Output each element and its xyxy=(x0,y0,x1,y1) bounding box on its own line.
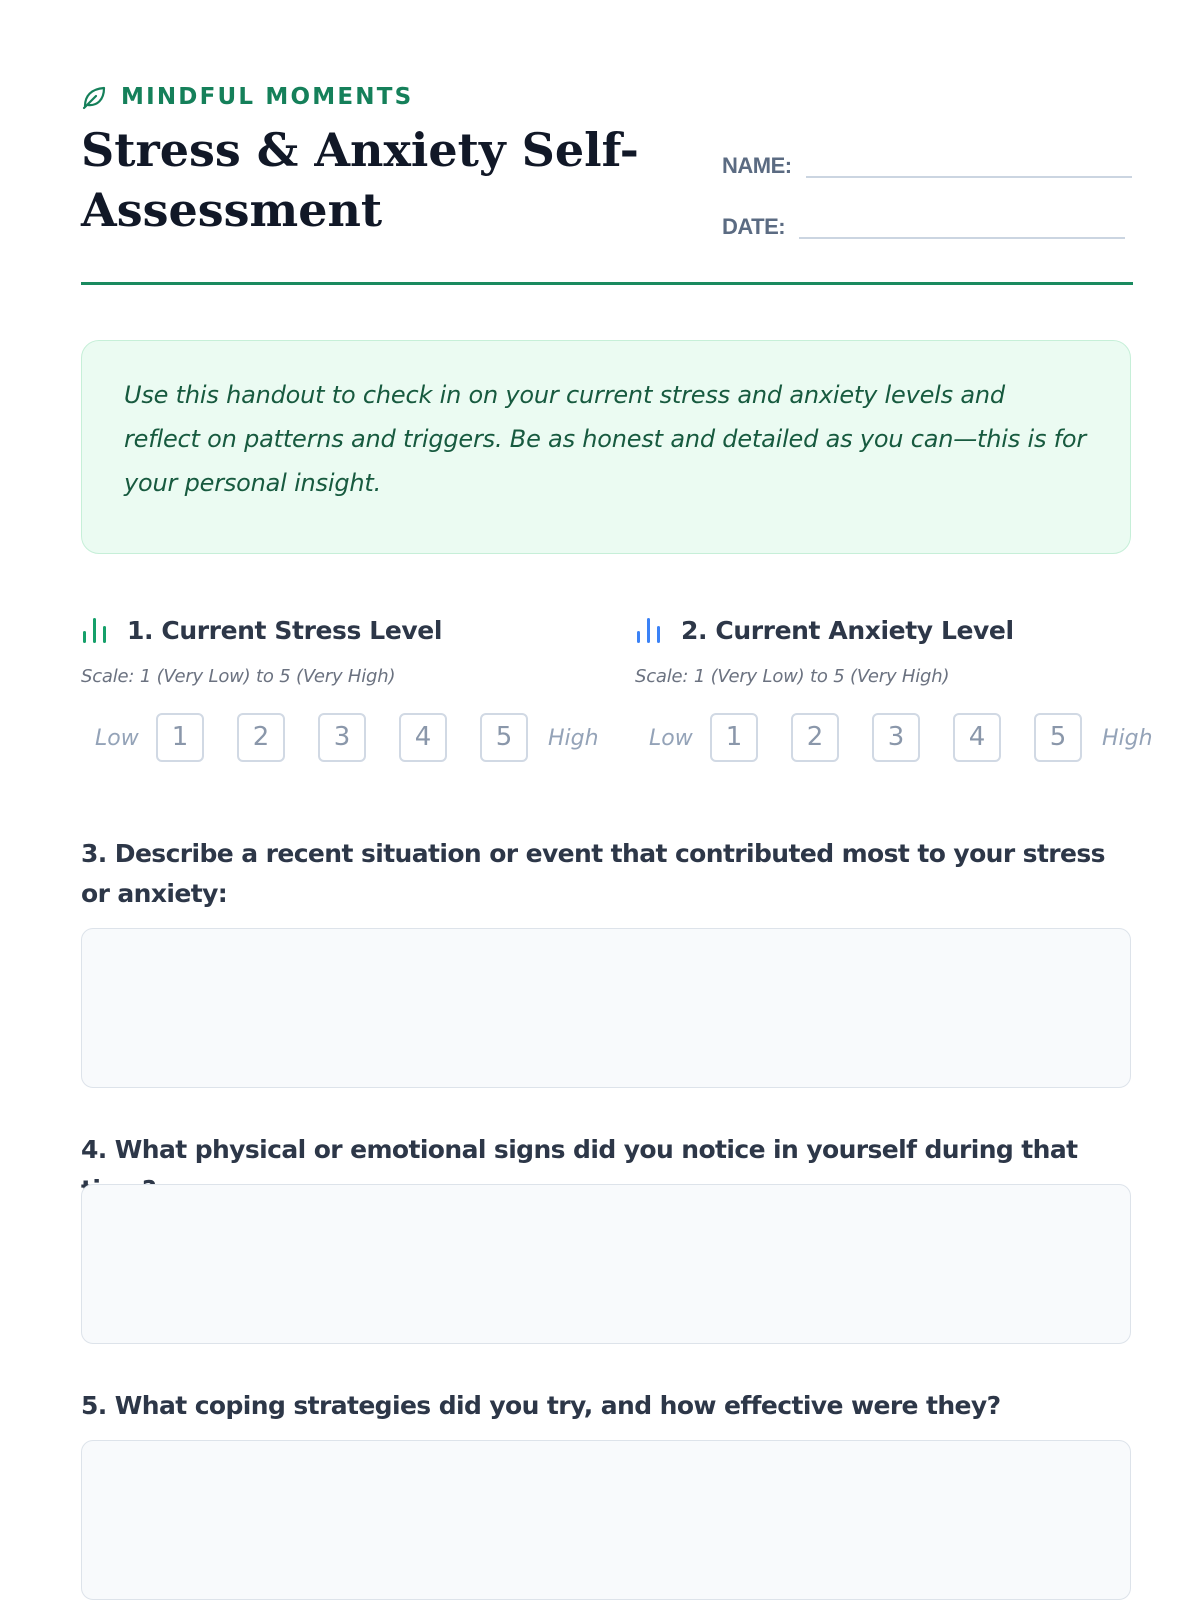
date-input-line[interactable] xyxy=(799,236,1125,239)
date-label: DATE: xyxy=(722,214,786,239)
question-5-label: 5. What coping strategies did you try, and how effective were they? xyxy=(81,1391,1001,1420)
page-title: Stress & Anxiety Self-Assessment xyxy=(81,123,639,237)
stress-rating xyxy=(81,612,601,767)
stress-scale xyxy=(81,713,601,767)
question-3-answer[interactable] xyxy=(81,928,1131,1088)
stress-scale-hint: Scale: 1 (Very Low) to 5 (Very High) xyxy=(81,666,396,687)
name-input-line[interactable] xyxy=(806,175,1132,178)
stress-option-5[interactable]: 5 xyxy=(480,713,528,762)
anxiety-option-5[interactable]: 5 xyxy=(1034,713,1082,762)
stress-option-3[interactable]: 3 xyxy=(318,713,366,762)
date-field xyxy=(722,204,1125,240)
scale-low-label: Low xyxy=(649,726,693,751)
anxiety-option-3[interactable]: 3 xyxy=(872,713,920,762)
scale-high-label: High xyxy=(548,726,599,751)
question-3-label: 3. Describe a recent situation or event that contributed most to your stress or anxiety: xyxy=(81,839,1105,908)
name-field xyxy=(722,143,1132,179)
anxiety-scale xyxy=(635,713,1155,767)
anxiety-option-1[interactable]: 1 xyxy=(710,713,758,762)
leaf-icon xyxy=(81,84,107,110)
header-divider xyxy=(81,282,1133,285)
name-label: NAME: xyxy=(722,153,792,178)
brand-name: MINDFUL MOMENTS xyxy=(121,84,414,110)
stress-option-2[interactable]: 2 xyxy=(237,713,285,762)
scale-low-label: Low xyxy=(95,726,139,751)
bar-chart-icon xyxy=(81,615,109,645)
anxiety-option-4[interactable]: 4 xyxy=(953,713,1001,762)
stress-option-1[interactable]: 1 xyxy=(156,713,204,762)
anxiety-option-2[interactable]: 2 xyxy=(791,713,839,762)
intro-text: Use this handout to check in on your current stress and anxiety levels and reflect on patterns and triggers. Be as honest and detailed as you can—this is for your personal insight. xyxy=(124,381,1087,497)
bar-chart-icon xyxy=(635,615,663,645)
stress-option-4[interactable]: 4 xyxy=(399,713,447,762)
stress-rating-title: 1. Current Stress Level xyxy=(127,615,443,645)
question-4-answer[interactable] xyxy=(81,1184,1131,1344)
question-4-label: 4. What physical or emotional signs did you notice in yourself during that xyxy=(81,1135,1078,1164)
anxiety-rating-title: 2. Current Anxiety Level xyxy=(681,615,1014,645)
intro-box xyxy=(81,340,1131,554)
scale-high-label: High xyxy=(1102,726,1153,751)
brand xyxy=(81,82,413,112)
anxiety-rating xyxy=(635,612,1155,767)
question-5-answer[interactable] xyxy=(81,1440,1131,1600)
anxiety-scale-hint: Scale: 1 (Very Low) to 5 (Very High) xyxy=(635,666,950,687)
